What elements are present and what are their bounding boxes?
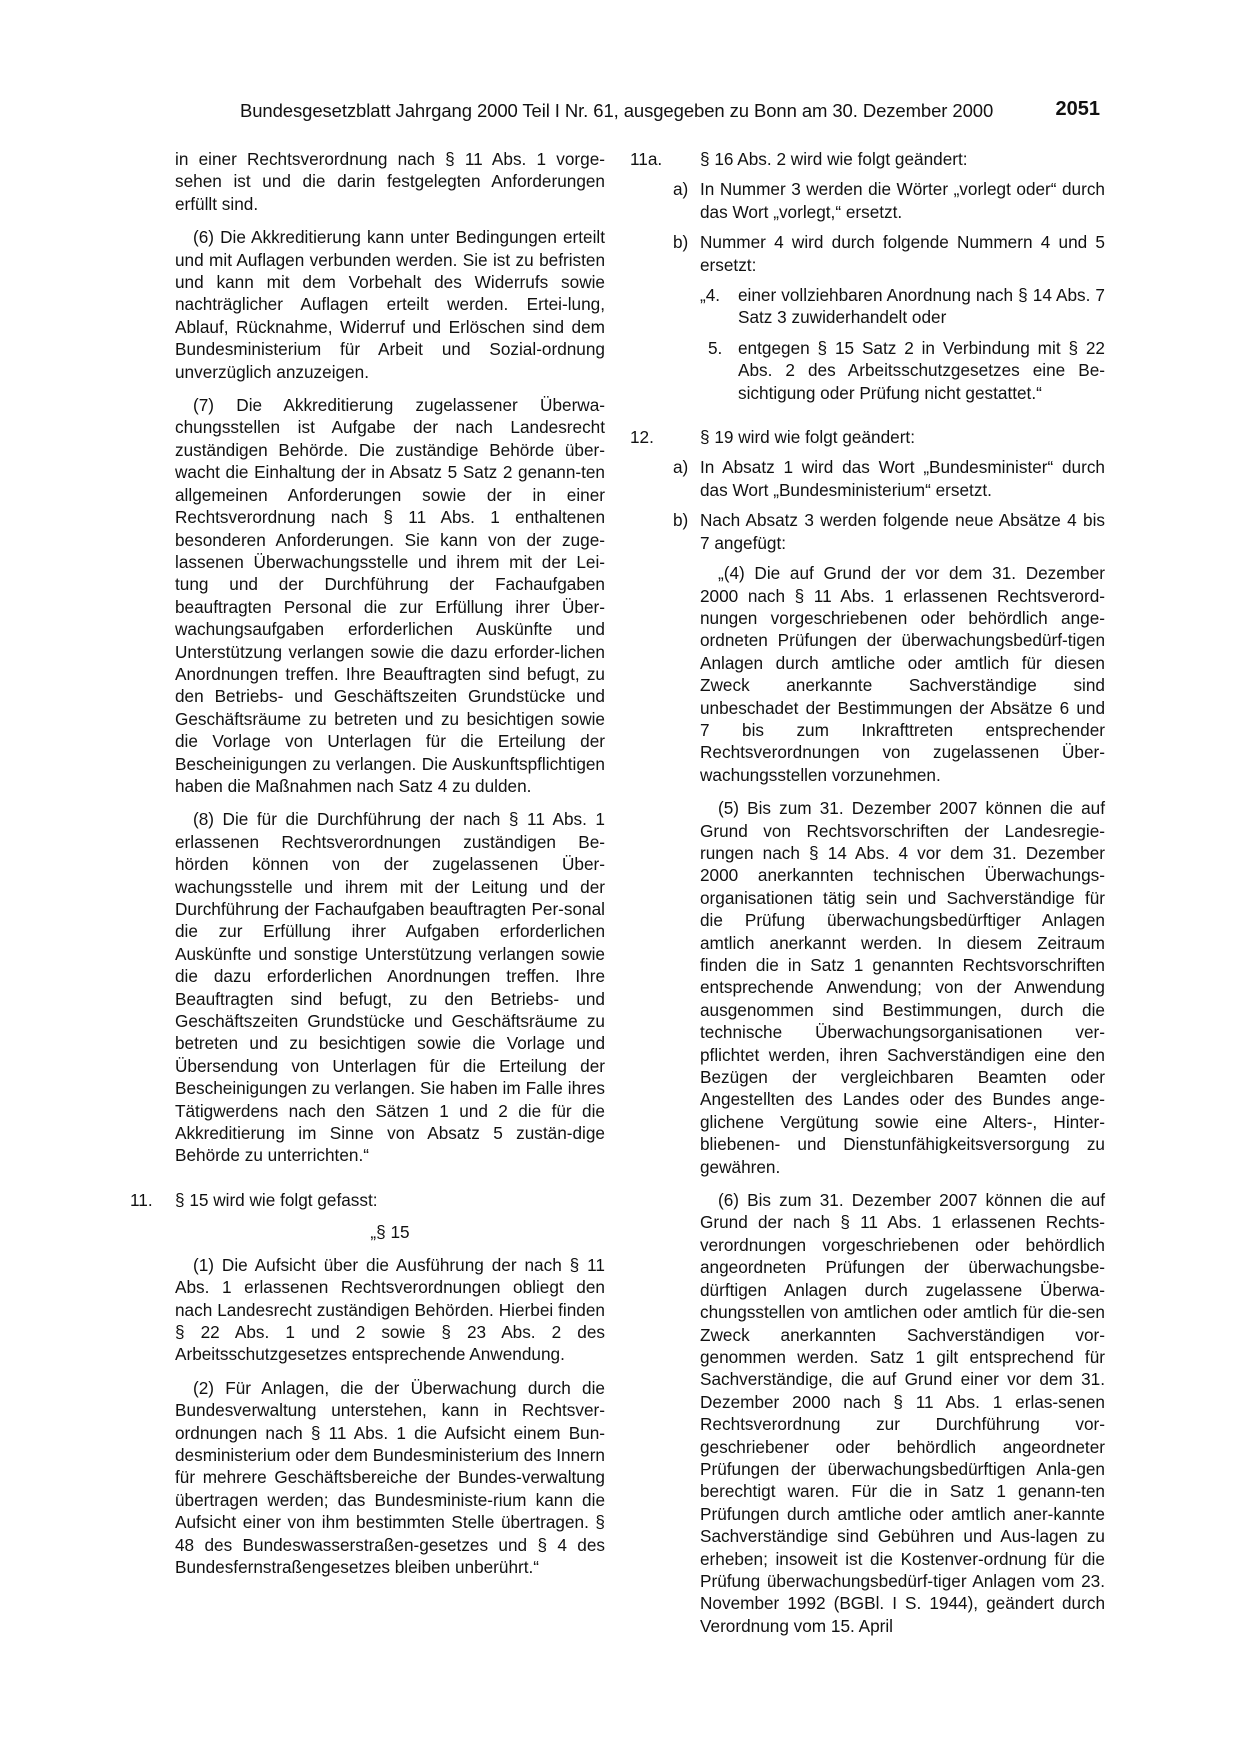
- item-11a-a-label: a): [673, 179, 689, 200]
- item-12-text: § 19 wird wie folgt geändert:: [700, 427, 915, 448]
- item-12-a: [673, 456, 1105, 501]
- item-11a-b-label: b): [673, 232, 689, 253]
- item-11-text: § 15 wird wie folgt gefasst:: [175, 1189, 378, 1210]
- paragraph-7: (7) Die Akkreditierung zugelassener Überwa-chungsstellen ist Aufgabe der nach Landesrecht zuständigen Behörde. Die zuständige Behörde über-wacht die Einhaltung der in Absatz 5 Satz 2 genann-ten allgemeinen Anforderungen sowie der in einer Rechtsverordnung nach § 11 Abs. 1 enthaltenen besonderen Anforderungen. Sie kann von der zuge-lassenen Überwachungsstelle und ihrem mit der Lei-tung und der Durchführung der Fachaufgaben beauftragten Personal die zur Erfüllung ihrer Über-wachungsaufgaben erforderlichen Auskünfte und Unterstützung verlangen sowie die dazu erforder-lichen Anordnungen treffen. Ihre Beauftragten sind befugt, zu den Betriebs- und Geschäftszeiten Grundstücke und Geschäftsräume zu betreten und zu besichtigen sowie die Vorlage von Unterlagen für die Erteilung der Bescheinigungen zu verlangen. Die Auskunftspflichtigen haben die Maßnahmen nach Satz 4 zu dulden.: [175, 395, 605, 796]
- item-11-number: 11.: [130, 1189, 153, 1210]
- item-11: [130, 1189, 605, 1211]
- new-paragraph-5: (5) Bis zum 31. Dezember 2007 können die auf Grund von Rechtsvorschriften der Landesregie-rungen nach § 14 Abs. 4 vor dem 31. Dezember 2000 anerkannten technischen Überwachungs-organisationen tätig sein und Sachverständige für die Prüfung überwachungsbedürftiger Anlagen amtlich anerkannt werden. In diesem Zeitraum finden die in Satz 1 genannten Rechtsvorschriften entsprechende Anwendung; von der Anwendung ausgenommen sind Bestimmungen, durch die technische Überwachungsorganisationen ver-pflichtet werden, ihren Sachverständigen eine den Bezügen der vergleichbaren Beamten oder Angestellten des Landes oder des Bundes ange-glichene Vergütung sowie eine Alters-, Hinter-bliebenen- und Dienstunfähigkeitsversorgung zu gewähren.: [700, 798, 1105, 1177]
- section-15-paragraph-1: (1) Die Aufsicht über die Ausführung der nach § 11 Abs. 1 erlassenen Rechtsverordnungen obliegt den nach Landesrecht zuständigen Behörden. Hierbei finden § 22 Abs. 1 und 2 sowie § 23 Abs. 2 des Arbeitsschutzgesetzes entsprechende Anwendung.: [175, 1254, 605, 1365]
- item-12-a-text: In Absatz 1 wird das Wort „Bundesminister“ durch das Wort „Bundesministerium“ ersetzt.: [700, 457, 1105, 500]
- left-column: [130, 148, 605, 1589]
- number-5-text: entgegen § 15 Satz 2 in Verbindung mit § 22 Abs. 2 des Arbeitsschutzgesetzes eine Be-sichtigung oder Prüfung nicht gestattet.“: [738, 337, 1105, 403]
- item-12: [630, 426, 1105, 448]
- item-12-b-text: Nach Absatz 3 werden folgende neue Absätze 4 bis 7 angefügt:: [700, 510, 1105, 553]
- item-12-a-label: a): [673, 457, 689, 478]
- item-11a-a-text: In Nummer 3 werden die Wörter „vorlegt oder“ durch das Wort „vorlegt,“ ersetzt.: [700, 179, 1105, 222]
- page-number: 2051: [1055, 98, 1100, 120]
- right-column: [630, 148, 1105, 1648]
- item-12-b: [673, 509, 1105, 554]
- item-11a: [630, 148, 1105, 170]
- number-4: [700, 284, 1105, 329]
- page-header: [240, 98, 1100, 128]
- number-5: [708, 337, 1105, 404]
- new-paragraphs: [700, 562, 1105, 1637]
- item-12-b-label: b): [673, 510, 689, 531]
- paragraph-6: (6) Die Akkreditierung kann unter Bedingungen erteilt und mit Auflagen verbunden werden. Sie ist zu befristen und kann mit dem Vorbehalt des Widerrufs sowie nachträglicher Auflagen erteilt werden. Ertei-lung, Ablauf, Rücknahme, Widerruf und Erlöschen sind dem Bundesministerium für Arbeit und Sozial-ordnung unverzüglich anzuzeigen.: [175, 227, 605, 382]
- number-4-label: „4.: [700, 285, 721, 306]
- item-11a-number: 11a.: [630, 149, 663, 169]
- new-paragraph-4: „(4) Die auf Grund der vor dem 31. Dezember 2000 nach § 11 Abs. 1 erlassenen Rechtsverord-nungen vorgeschriebenen oder behördlich ange-ordneten Prüfungen der überwachungsbedürf-tigen Anlagen durch amtliche oder amtlich für diesen Zweck anerkannte Sachverständige sind unbeschadet der Bestimmungen der Absätze 6 und 7 bis zum Inkrafttreten entsprechender Rechtsverordnungen von zugelassenen Über-wachungsstellen vorzunehmen.: [700, 563, 1105, 785]
- paragraph-continuation: in einer Rechtsverordnung nach § 11 Abs. 1 vorge-sehen ist und die darin festgelegten Anforderungen erfüllt sind.: [175, 149, 605, 214]
- paragraph-8: (8) Die für die Durchführung der nach § 11 Abs. 1 erlassenen Rechtsverordnungen zuständigen Be-hörden können von der zugelassenen Über-wachungsstelle und ihrem mit der Leitung und der Durchführung der Fachaufgaben beauftragten Per-sonal die zur Erfüllung ihrer Aufgaben erforderlichen Auskünfte und sonstige Unterstützung verlangen sowie die dazu erforderlichen Anordnungen treffen. Ihre Beauftragten sind befugt, zu den Betriebs- und Geschäftszeiten Grundstücke und Geschäftsräume zu betreten und zu besichtigen sowie die Vorlage und Übersendung von Unterlagen für die Erteilung der Bescheinigungen zu verlangen. Sie haben im Falle ihres Tätigwerdens nach den Sätzen 1 und 2 die für die Akkreditierung im Sinne von Absatz 5 zustän-dige Behörde zu unterrichten.“: [175, 809, 605, 1166]
- new-paragraph-6: (6) Bis zum 31. Dezember 2007 können die auf Grund der nach § 11 Abs. 1 erlassenen Rechts-verordnungen vorgeschriebenen oder behördlich angeordneten Prüfungen der überwachungsbe-dürftigen Anlagen durch zugelassene Überwa-chungsstellen von amtlichen oder amtlich für die-sen Zweck anerkannten Sachverständigen vor-genommen werden. Satz 1 gilt entsprechend für Sachverständige, die auf Grund einer vor dem 31. Dezember 2000 nach § 11 Abs. 1 erlas-senen Rechtsverordnung zur Durchführung vor-geschriebener oder behördlich angeordneter Prüfungen der überwachungsbedürftigen Anla-gen berechtigt waren. Für die in Satz 1 genann-ten Prüfungen durch amtliche oder amtlich aner-kannte Sachverständige sind Gebühren und Aus-lagen zu erheben; insoweit ist die Kostenver-ordnung für die Prüfung überwachungsbedürf-tiger Anlagen vom 23. November 1992 (BGBl. I S. 1944), geändert durch Verordnung vom 15. April: [700, 1190, 1105, 1636]
- number-5-label: 5.: [708, 337, 723, 358]
- section-15-heading: „§ 15: [370, 1222, 410, 1243]
- item-12-number: 12.: [630, 427, 654, 448]
- item-11a-b-text: Nummer 4 wird durch folgende Nummern 4 und 5 ersetzt:: [700, 232, 1105, 275]
- section-15-paragraph-2: (2) Für Anlagen, die der Überwachung durch die Bundesverwaltung unterstehen, kann in Rechtsver-ordnungen nach § 11 Abs. 1 die Aufsicht einem Bun-desministerium oder dem Bundesministerium des Innern für mehrere Geschäftsbereiche der Bundes-verwaltung übertragen werden; das Bundesministe-rium kann die Aufsicht einer von ihm bestimmten Stelle übertragen. § 48 des Bundeswasserstraßen-gesetzes und § 4 des Bundesfernstraßengesetzes bleiben unberührt.“: [175, 1377, 605, 1577]
- item-11a-a: [673, 178, 1105, 223]
- header-title: Bundesgesetzblatt Jahrgang 2000 Teil I Nr. 61, ausgegeben zu Bonn am 30. Dezember 2000: [240, 100, 994, 121]
- item-11a-b: [673, 231, 1105, 276]
- number-4-text: einer vollziehbaren Anordnung nach § 14 Abs. 7 Satz 3 zuwiderhandelt oder: [738, 285, 1105, 328]
- item-11a-text: § 16 Abs. 2 wird wie folgt geändert:: [700, 149, 968, 169]
